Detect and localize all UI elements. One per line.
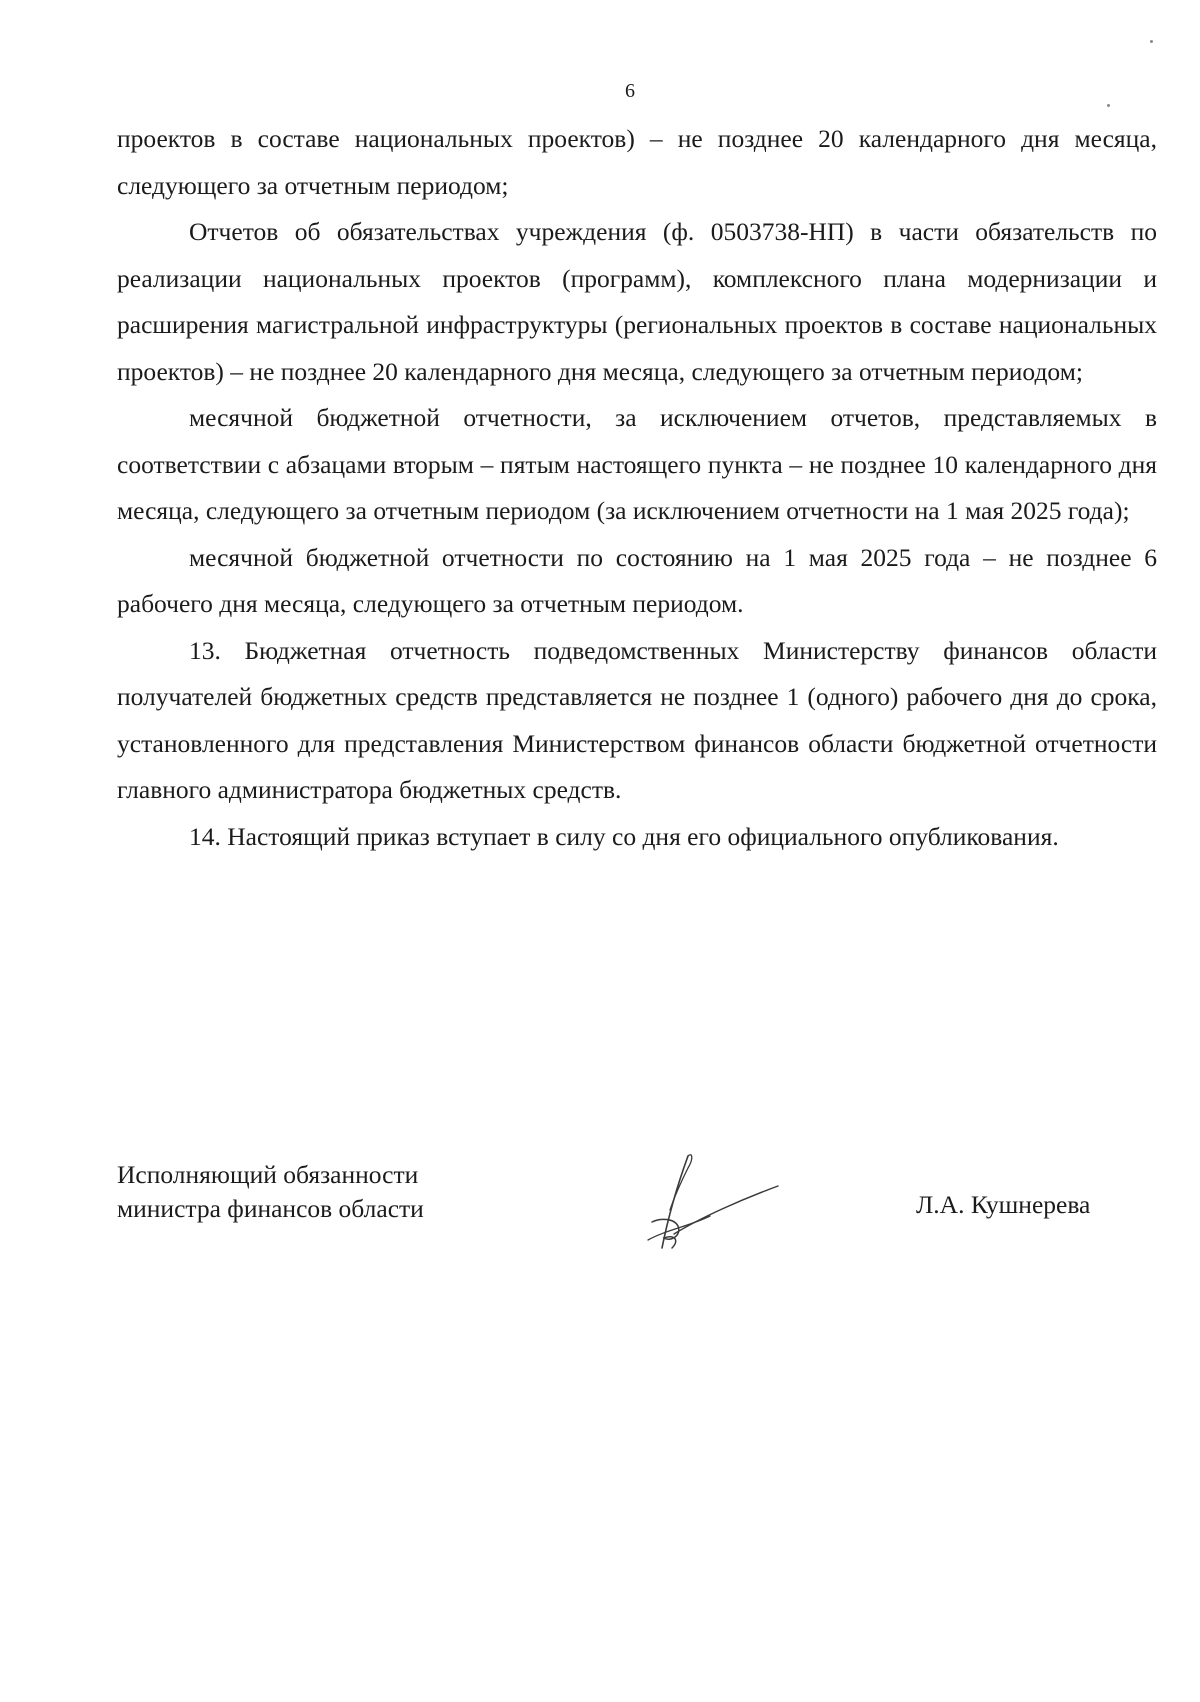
paragraph-item-14: 14. Настоящий приказ вступает в силу со дня его официального опубликования. <box>189 821 1059 851</box>
signatory-position <box>117 1158 424 1226</box>
paragraph-item-13: 13. Бюджетная отчетность подведомственных Министерству финансов области получателей бюджетных средств представляется не позднее 1 (одного) рабочего дня до срока, установленного для представления Министерством финансов области бюджетной отчетности главного администратора бюджетных средств. <box>117 635 1157 804</box>
signatory-name: Л.А. Кушнерева <box>916 1190 1091 1219</box>
handwritten-signature <box>630 1148 780 1258</box>
paragraph-monthly-reporting: месячной бюджетной отчетности, за исключением отчетов, представляемых в соответствии с абзацами вторым – пятым настоящего пункта – не позднее 10 календарного дня месяца, следующего за отчетным периодом (за исключением отчетности на 1 мая 2025 года); <box>117 403 1157 525</box>
scan-speck <box>1107 104 1110 107</box>
paragraph-may-reporting: месячной бюджетной отчетности по состоянию на 1 мая 2025 года – не позднее 6 рабочего дня месяца, следующего за отчетным периодом. <box>117 542 1157 618</box>
paragraph-continuation: проектов в составе национальных проектов) – не позднее 20 календарного дня месяца, следующего за отчетным периодом; <box>117 124 1157 200</box>
signatory-position-line1: Исполняющий обязанности <box>117 1160 419 1189</box>
paragraph-obligations-report: Отчетов об обязательствах учреждения (ф. 0503738-НП) в части обязательств по реализации национальных проектов (программ), комплексного плана модернизации и расширения магистральной инфраструктуры (региональных проектов в составе национальных проектов) – не позднее 20 календарного дня месяца, следующего за отчетным периодом; <box>117 217 1157 386</box>
scan-speck <box>1150 40 1153 43</box>
signatory-position-line2: министра финансов области <box>117 1194 424 1223</box>
body-text <box>117 116 1157 860</box>
page-number: 6 <box>625 80 635 102</box>
